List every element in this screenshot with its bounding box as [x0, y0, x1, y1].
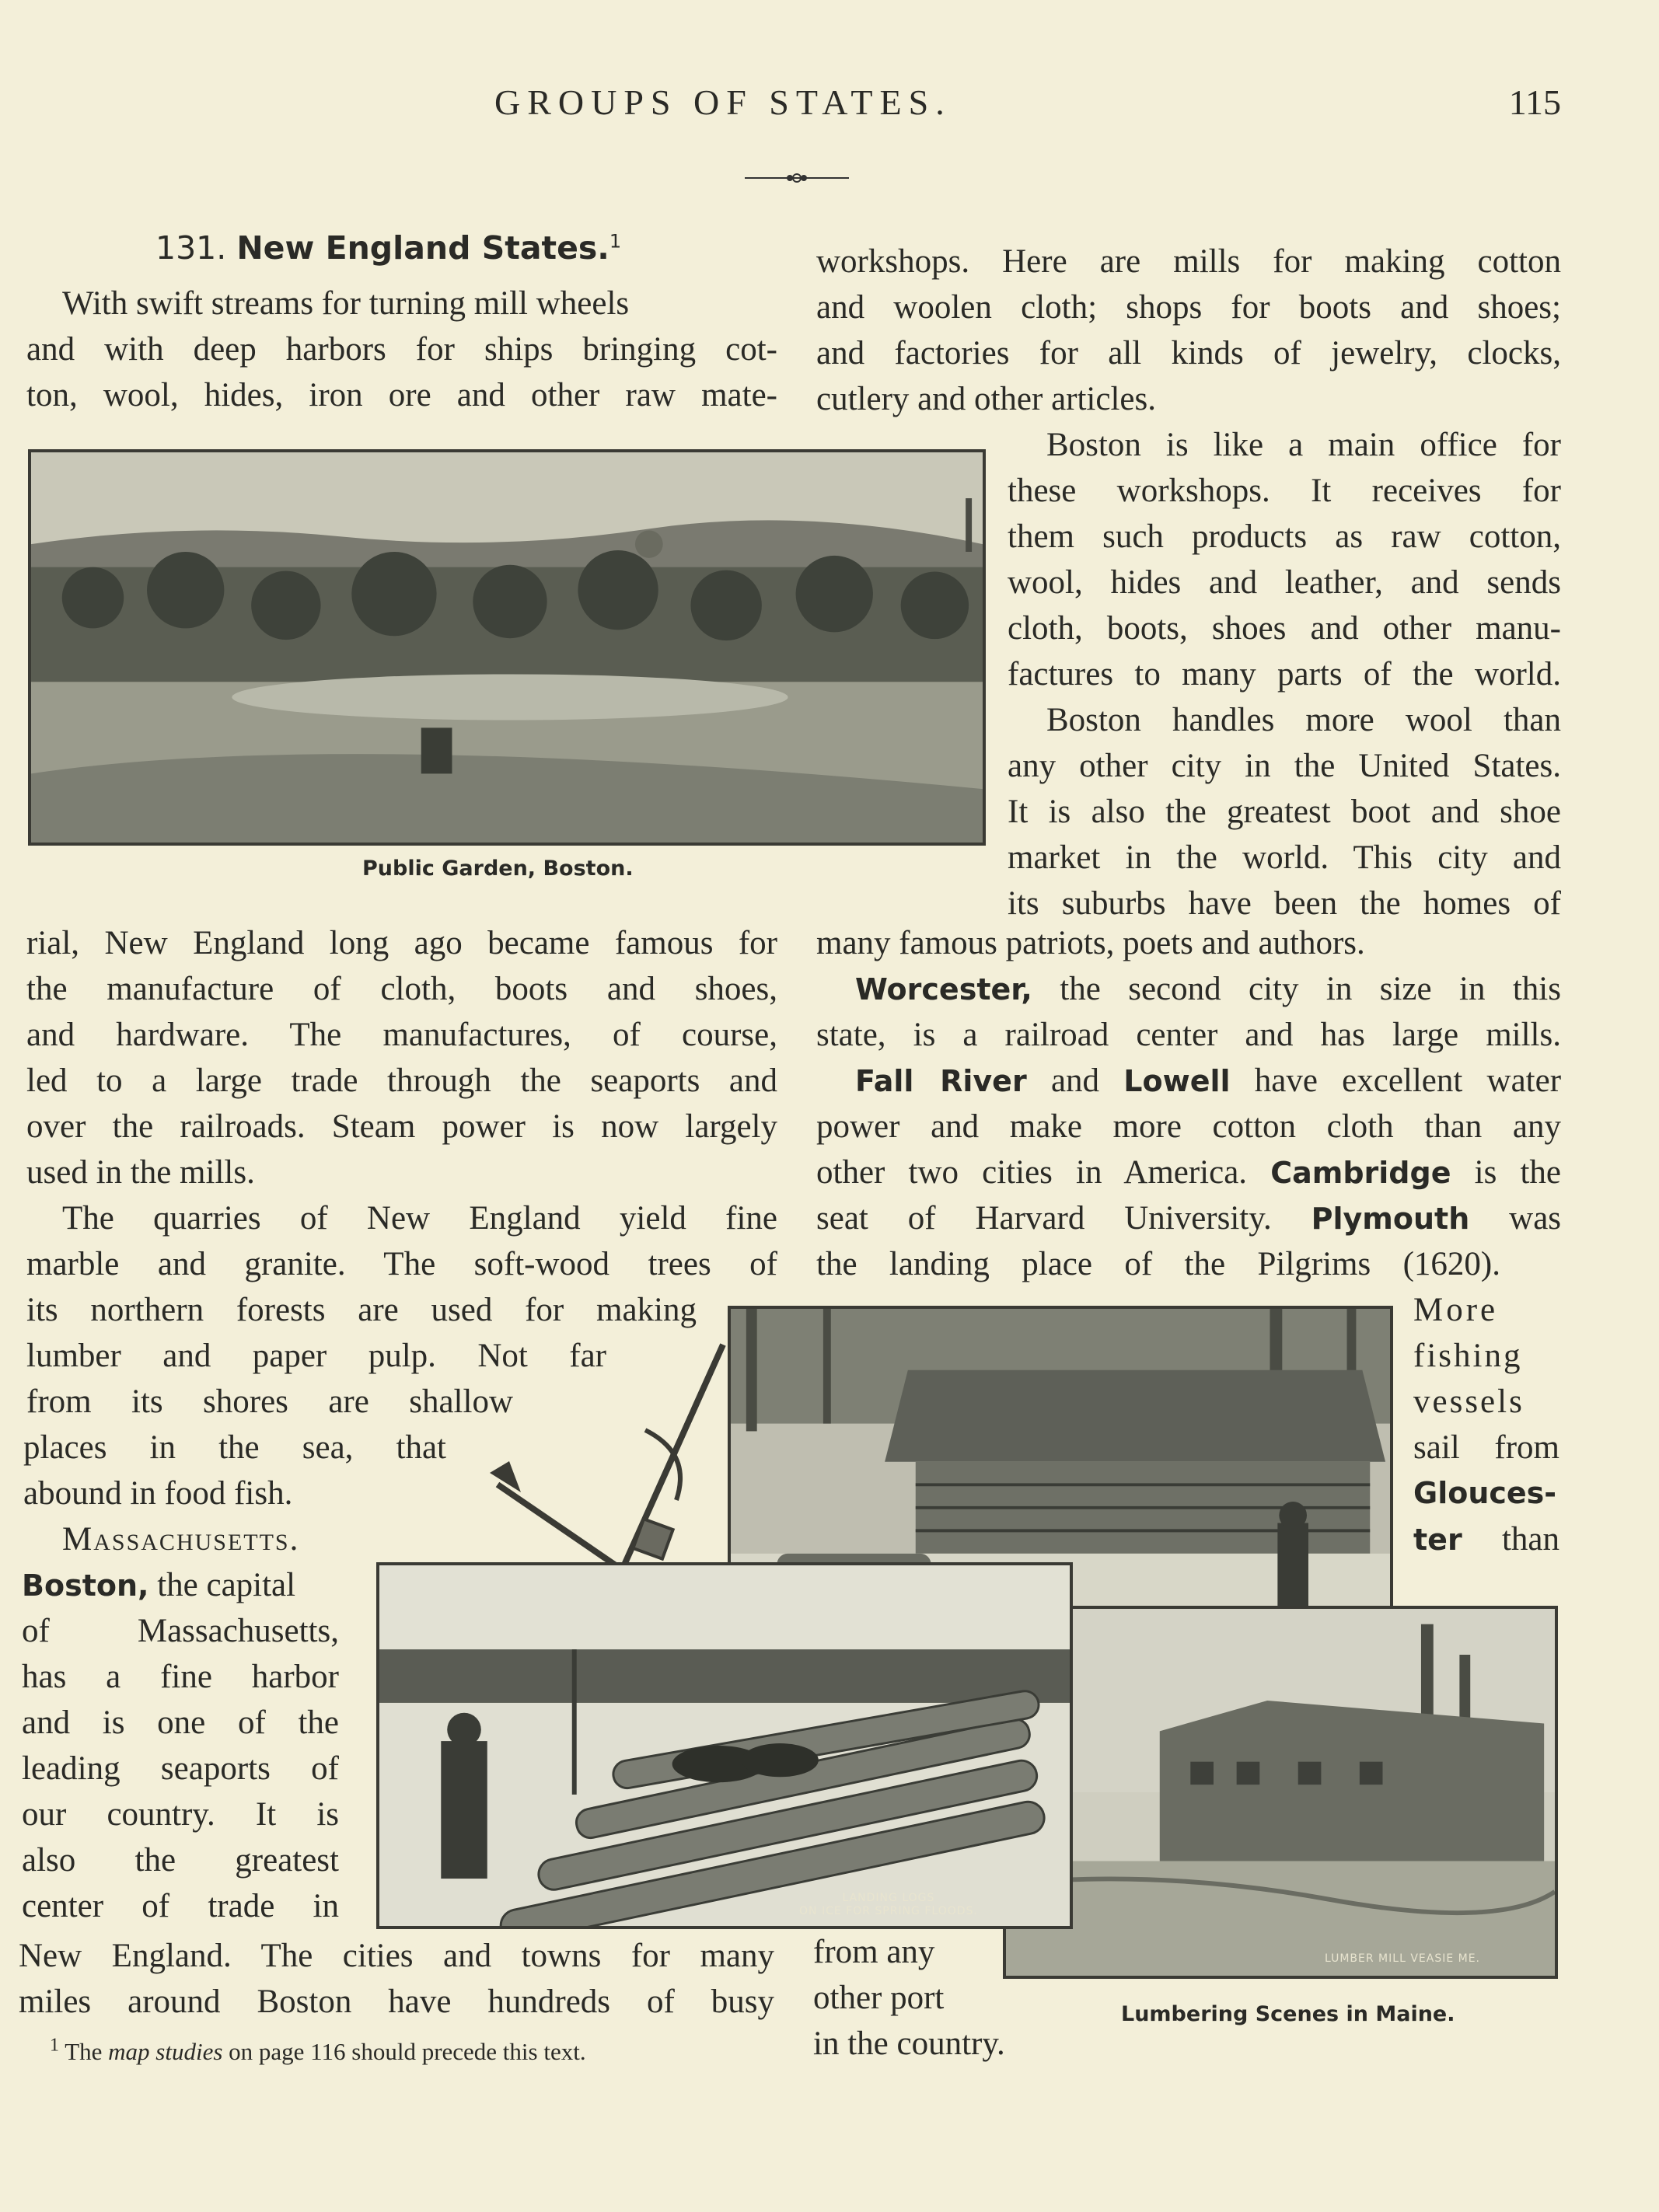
text-line: and with deep harbors for ships bringing cot-: [26, 331, 777, 368]
text-line: our country. It is: [22, 1796, 339, 1833]
text-line: cutlery and other articles.: [816, 381, 1156, 417]
cambridge-term: Cambridge: [1270, 1156, 1451, 1190]
text-line: miles around Boston have hundreds of busy: [19, 1983, 774, 2020]
text-line: in the country.: [813, 2025, 1005, 2062]
page-number: 115: [1508, 82, 1561, 122]
text-line: from any: [813, 1934, 935, 1970]
lumber-mill-engraving: [1003, 1606, 1558, 1979]
text-line: them such products as raw cotton,: [1008, 518, 1561, 555]
text-line: over the railroads. Steam power is now largely: [26, 1108, 777, 1145]
text-line: the manufacture of cloth, boots and shoes,: [26, 971, 777, 1007]
lowell-term: Lowell: [1123, 1064, 1231, 1098]
text-line: lumber and paper pulp. Not far: [26, 1338, 606, 1374]
text-line: used in the mills.: [26, 1154, 255, 1191]
text-line: vessels: [1413, 1383, 1525, 1420]
crossed-axes-decoration: [490, 1337, 739, 1586]
gloucester-term: Glouces-: [1413, 1476, 1557, 1510]
text-line: The quarries of New England yield fine: [62, 1200, 777, 1237]
text-line: from its shores are shallow: [26, 1383, 513, 1420]
text-line: and hardware. The manufactures, of course,: [26, 1017, 777, 1053]
text-line: cloth, boots, shoes and other manu-: [1008, 610, 1561, 647]
running-header-title: GROUPS OF STATES.: [494, 82, 952, 122]
text-line: rial, New England long ago became famous for: [26, 925, 777, 961]
text-line: Boston, the capital: [22, 1567, 296, 1603]
text-line: state, is a railroad center and has large mills.: [816, 1017, 1561, 1053]
text-line: market in the world. This city and: [1008, 839, 1561, 876]
mill-label: LUMBER MILL VEASIE ME.: [1325, 1952, 1481, 1965]
landing-logs-engraving: [376, 1562, 1073, 1929]
public-garden-engraving: [28, 449, 986, 846]
text-line: sail from: [1413, 1429, 1559, 1466]
footnote: $^1$ The map studies on page 116 should precede this text.: [50, 2035, 586, 2065]
text-line: Worcester, the second city in size in this: [855, 971, 1561, 1007]
text-line: its suburbs have been the homes of: [1008, 885, 1561, 922]
text-line: the landing place of the Pilgrims (1620).: [816, 1246, 1500, 1282]
text-line: abound in food fish.: [23, 1475, 293, 1512]
text-line: More: [1413, 1292, 1499, 1328]
text-line: other two cities in America. Cambridge is the: [816, 1154, 1561, 1191]
header-ornament: [745, 173, 849, 183]
massachusetts-heading: Massachusetts.: [62, 1521, 300, 1558]
fall-river-term: Fall River: [855, 1064, 1027, 1098]
text-line: any other city in the United States.: [1008, 748, 1561, 784]
text-line: places in the sea, that: [23, 1429, 446, 1466]
text-line: wool, hides and leather, and sends: [1008, 564, 1561, 601]
worcester-term: Worcester,: [855, 972, 1032, 1007]
text-line: its northern forests are used for making: [26, 1292, 697, 1328]
text-line: many famous patriots, poets and authors.: [816, 925, 1365, 961]
figure-caption: Lumbering Scenes in Maine.: [1121, 2002, 1455, 2026]
text-line: led to a large trade through the seaports and: [26, 1062, 777, 1099]
logs-label: LANDING LOGS ON ICE FOR SPRING FLOODS.: [799, 1892, 978, 1917]
text-line: fishing: [1413, 1338, 1523, 1374]
text-line: leading seaports of: [22, 1750, 339, 1787]
text-line: factures to many parts of the world.: [1008, 656, 1561, 693]
text-line: and woolen cloth; shops for boots and shoes;: [816, 289, 1561, 326]
text-line: With swift streams for turning mill wheels: [62, 285, 630, 322]
text-line: ter than: [1413, 1521, 1559, 1558]
text-line: these workshops. It receives for: [1008, 473, 1561, 509]
text-line: of Massachusetts,: [22, 1613, 339, 1649]
text-line: other port: [813, 1980, 945, 2016]
text-line: seat of Harvard University. Plymouth was: [816, 1200, 1561, 1237]
figure-caption: Public Garden, Boston.: [362, 857, 634, 881]
text-line: workshops. Here are mills for making cotton: [816, 243, 1561, 280]
text-line: Fall River and Lowell have excellent water: [855, 1062, 1561, 1099]
gloucester-term-end: ter: [1413, 1523, 1462, 1557]
text-line: power and make more cotton cloth than any: [816, 1108, 1561, 1145]
boston-term: Boston,: [22, 1568, 149, 1603]
text-line: also the greatest: [22, 1842, 339, 1879]
text-line: and is one of the: [22, 1704, 339, 1741]
text-line: and factories for all kinds of jewelry, clocks,: [816, 335, 1561, 372]
text-line: Boston is like a main office for: [1046, 427, 1561, 463]
text-line: has a fine harbor: [22, 1659, 339, 1695]
plymouth-term: Plymouth: [1311, 1202, 1470, 1236]
text-line: It is also the greatest boot and shoe: [1008, 794, 1561, 830]
section-heading: 131. New England States.$^1$: [155, 229, 622, 267]
text-line: Boston handles more wool than: [1046, 702, 1561, 738]
text-line: center of trade in: [22, 1888, 339, 1924]
text-line: marble and granite. The soft-wood trees of: [26, 1246, 777, 1282]
text-line: New England. The cities and towns for many: [19, 1938, 774, 1974]
text-line: ton, wool, hides, iron ore and other raw mate-: [26, 377, 777, 413]
